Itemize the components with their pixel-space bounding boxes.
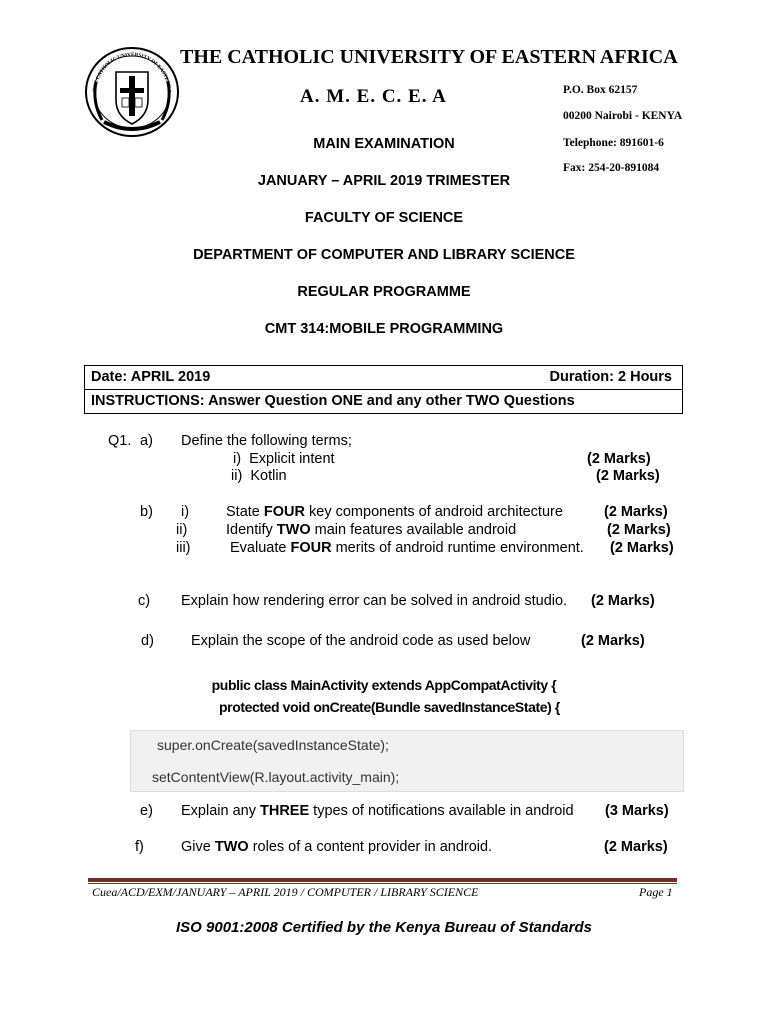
q1b-ii-marks: (2 Marks) (607, 522, 671, 538)
q1e-label: e) (140, 803, 153, 819)
exam-type: MAIN EXAMINATION (313, 136, 455, 152)
q1f-label: f) (135, 839, 144, 855)
q1b-item-num: iii) (176, 540, 191, 556)
po-box: P.O. Box 62157 (563, 84, 638, 96)
q1c-marks: (2 Marks) (591, 593, 655, 609)
page-number: Page 1 (639, 885, 673, 899)
q1a-label: a) (140, 433, 153, 449)
fax: Fax: 254-20-891084 (563, 162, 660, 171)
code-line: super.onCreate(savedInstanceState); (157, 737, 389, 753)
amecea-title: A. M. E. C. E. A (300, 86, 447, 107)
exam-info-box (84, 365, 683, 414)
faculty: FACULTY OF SCIENCE (304, 210, 464, 226)
department: DEPARTMENT OF COMPUTER AND LIBRARY SCIENCE (193, 247, 575, 263)
question-number: Q1. (108, 433, 132, 449)
q1f-text: Give TWO roles of a content provider in android. (181, 839, 493, 855)
item-text: Kotlin (250, 468, 287, 484)
code-line: public class MainActivity extends AppCompatActivity { (211, 677, 557, 693)
footer-reference: Cuea/ACD/EXM/JANUARY – APRIL 2019 / COMPUTER / LIBRARY SCIENCE (92, 885, 479, 899)
q1b-item-text: State FOUR key components of android architecture (226, 504, 563, 520)
code-line: setContentView(R.layout.activity_main); (152, 769, 400, 785)
q1b-item-text: Identify TWO main features available android (226, 522, 517, 538)
programme: REGULAR PROGRAMME (297, 284, 471, 300)
q1c-text: Explain how rendering error can be solved in android studio. (181, 593, 568, 609)
q1e-marks: (3 Marks) (605, 803, 669, 819)
q1a-i-marks: (2 Marks) (587, 451, 651, 467)
q1a-item (231, 468, 287, 484)
q1f-marks: (2 Marks) (604, 839, 668, 855)
city: 00200 Nairobi - KENYA (563, 110, 683, 122)
item-num: ii) (231, 468, 243, 484)
code-block (130, 730, 684, 792)
q1b-item-num: ii) (176, 522, 188, 538)
exam-duration: Duration: 2 Hours (549, 369, 672, 385)
q1b-item-text: Evaluate FOUR merits of android runtime environment. (230, 540, 584, 556)
footer-divider (88, 878, 677, 882)
q1e-text: Explain any THREE types of notifications available in android (181, 803, 574, 819)
iso-certification: ISO 9001:2008 Certified by the Kenya Bureau of Standards (176, 919, 592, 936)
q1c-label: c) (138, 593, 151, 609)
university-name: THE CATHOLIC UNIVERSITY OF EASTERN AFRICA (180, 46, 678, 68)
q1a-text: Define the following terms; (181, 433, 352, 449)
q1d-label: d) (141, 633, 154, 649)
q1b-label: b) (140, 504, 153, 520)
q1b-i-marks: (2 Marks) (604, 504, 668, 520)
instructions: INSTRUCTIONS: Answer Question ONE and any other TWO Questions (91, 393, 575, 409)
q1b-iii-marks: (2 Marks) (610, 540, 674, 556)
code-line: protected void onCreate(Bundle savedInstanceState) { (219, 699, 560, 715)
q1b-item-num: i) (181, 504, 190, 520)
q1d-marks: (2 Marks) (581, 633, 645, 649)
q1d-text: Explain the scope of the android code as used below (191, 633, 531, 649)
exam-date: Date: APRIL 2019 (91, 369, 211, 385)
q1a-item (233, 451, 335, 467)
item-text: Explicit intent (249, 451, 335, 467)
university-logo (82, 42, 182, 138)
course-title: CMT 314:MOBILE PROGRAMMING (264, 321, 504, 337)
q1a-ii-marks: (2 Marks) (596, 468, 660, 484)
logo-text: THE CATHOLIC UNIVERSITY OF EASTERN A (92, 51, 173, 94)
item-num: i) (233, 451, 242, 467)
trimester: JANUARY – APRIL 2019 TRIMESTER (257, 173, 511, 189)
telephone: Telephone: 891601-6 (563, 137, 664, 149)
footer-divider-thin (88, 883, 677, 884)
